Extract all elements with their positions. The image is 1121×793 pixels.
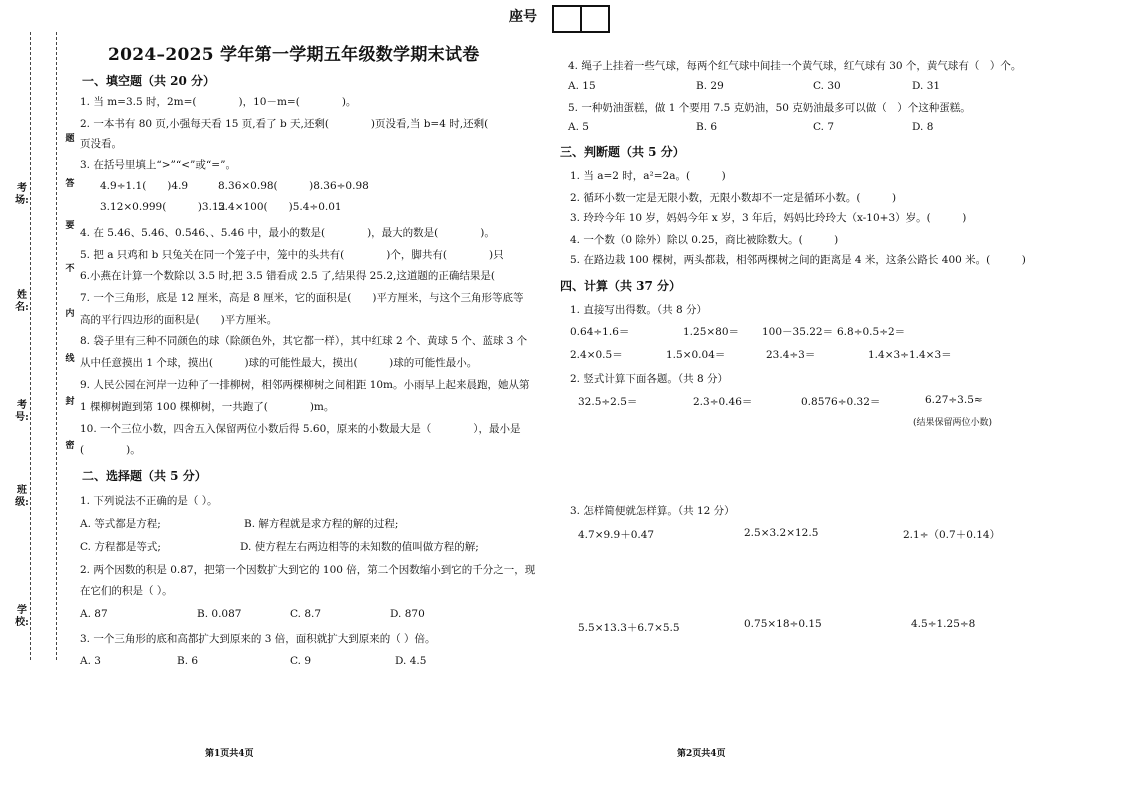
simplify-calc-5: 0.75×18÷0.15 [744,618,822,630]
oral-calc-3: 100－35.22＝ [762,326,834,338]
vertical-calc-1: 32.5÷2.5＝ [578,396,638,408]
choice-4-c: C. 30 [813,80,841,92]
oral-calc-1: 0.64÷1.6＝ [570,326,630,338]
question-fill-6: 6.小燕在计算一个数除以 3.5 时,把 3.5 错看成 2.5 了,结果得 25.2,这道题的正确结果是( [80,270,495,282]
question-fill-9-cont: 1 棵柳树跑到第 100 棵柳树，一共跑了( )m。 [80,401,335,413]
question-fill-8: 8. 袋子里有三种不同颜色的球（除颜色外，其它都一样），其中红球 2 个、黄球 5 个、蓝球 3 个 [80,335,528,347]
section-judge-title: 三、判断题（共 5 分） [560,145,685,159]
simplify-calc-2: 2.5×3.2×12.5 [744,527,819,539]
choice-1-b: B. 解方程就是求方程的解的过程; [244,518,399,530]
choice-3-b: B. 6 [177,655,199,667]
oral-calc-2: 1.25×80＝ [683,326,740,338]
calc-part-3-title: 3. 怎样简便就怎样算。（共 12 分） [570,505,735,517]
question-choice-2: 2. 两个因数的积是 0.87，把第一个因数扩大到它的 100 倍，第二个因数缩小到它的千分之一，现 [80,564,536,576]
question-fill-4: 4. 在 5.46、5.46、0.546、、5.46 中，最小的数是( )，最大的数是( )。 [80,227,495,239]
compare-2a: 3.12×0.999( )3.12 [100,201,226,213]
binding-text-6: 线 [65,354,75,364]
label-exam-room: 考场: [15,183,29,206]
binding-text-1: 题 [65,134,75,144]
choice-1-a: A. 等式都是方程; [80,518,161,530]
question-fill-5: 5. 把 a 只鸡和 b 只兔关在同一个笼子中，笼中的头共有( )个，脚共有( )只 [80,249,504,261]
choice-4-d: D. 31 [912,80,941,92]
question-fill-10-cont: ( )。 [80,444,141,456]
choice-1-c: C. 方程都是等式; [80,541,161,553]
section-choice-title: 二、选择题（共 5 分） [82,469,207,483]
binding-text-7: 封 [65,397,75,407]
vertical-calc-3: 0.8576÷0.32＝ [801,396,881,408]
compare-1a: 4.9÷1.1( )4.9 [100,180,189,192]
page-title: 2024–2025 学年第一学期五年级数学期末试卷 [108,45,480,65]
seat-number-label: 座号 [509,9,537,25]
question-fill-7: 7. 一个三角形，底是 12 厘米，高是 8 厘米，它的面积是( )平方厘米，与这个三角形等底等 [80,292,524,304]
judge-2: 2. 循环小数一定是无限小数，无限小数却不一定是循环小数。( ) [570,192,897,204]
question-choice-2-cont: 在它们的积是（ ）。 [80,585,173,597]
oral-calc-8: 1.4×3÷1.4×3＝ [868,349,952,361]
simplify-calc-1: 4.7×9.9＋0.47 [578,529,655,541]
compare-1b: 8.36×0.98( )8.36÷0.98 [218,180,369,192]
binding-text-2: 答 [65,179,75,189]
question-fill-3: 3. 在括号里填上“>”“<”或“=”。 [80,159,236,171]
choice-2-b: B. 0.087 [197,608,242,620]
label-school: 学校: [15,605,29,628]
page-footer-left: 第1页共4页 [205,749,254,759]
binding-line-inner [56,32,57,660]
page-footer-right: 第2页共4页 [677,749,726,759]
calc-part-2-title: 2. 竖式计算下面各题。（共 8 分） [570,373,728,385]
question-fill-8-cont: 从中任意摸出 1 个球，摸出( )球的可能性最大，摸出( )球的可能性最小。 [80,357,478,369]
choice-3-d: D. 4.5 [395,655,427,667]
choice-5-b: B. 6 [696,121,718,133]
choice-4-b: B. 29 [696,80,724,92]
simplify-calc-3: 2.1÷（0.7＋0.14） [903,529,1001,541]
label-name: 姓名: [15,290,29,313]
question-fill-2: 2. 一本书有 80 页,小强每天看 15 页,看了 b 天,还剩( )页没看,当 b=4 时,还剩( [80,118,489,130]
label-class: 班级: [15,485,29,508]
oral-calc-6: 1.5×0.04＝ [666,349,726,361]
calc-part-1-title: 1. 直接写出得数。（共 8 分） [570,304,707,316]
question-fill-1: 1. 当 m=3.5 时，2m=( )，10－m=( )。 [80,96,357,108]
question-fill-10: 10. 一个三位小数，四舍五入保留两位小数后得 5.60，原来的小数最大是（ ），最小是 [80,423,521,435]
judge-3: 3. 玲玲今年 10 岁，妈妈今年 x 岁，3 年后，妈妈比玲玲大（x-10+3）岁。( ) [570,212,967,224]
question-fill-7-cont: 高的平行四边形的面积是( )平方厘米。 [80,314,278,326]
vertical-calc-2: 2.3÷0.46＝ [693,396,753,408]
oral-calc-4: 6.8÷0.5÷2＝ [837,326,906,338]
question-choice-3: 3. 一个三角形的底和高都扩大到原来的 3 倍，面积就扩大到原来的（ ）倍。 [80,633,436,645]
binding-text-4: 不 [65,264,75,274]
choice-5-c: C. 7 [813,121,835,133]
rounding-note: (结果保留两位小数) [913,418,993,428]
question-choice-4: 4. 绳子上挂着一些气球，每两个红气球中间挂一个黄气球，红气球有 30 个，黄气球有（ ）个。 [568,60,1022,72]
judge-1: 1. 当 a=2 时，a²=2a。( ) [570,170,726,182]
choice-1-d: D. 使方程左右两边相等的未知数的值叫做方程的解; [240,541,479,553]
binding-text-8: 密 [65,441,75,451]
oral-calc-7: 23.4÷3＝ [766,349,816,361]
simplify-calc-4: 5.5×13.3＋6.7×5.5 [578,622,680,634]
compare-2b: 5.4×100( )5.4÷0.01 [218,201,342,213]
choice-5-a: A. 5 [568,121,589,133]
judge-5: 5. 在路边栽 100 棵树，两头都栽，相邻两棵树之间的距离是 4 米，这条公路长 400 米。( ) [570,254,1026,266]
choice-2-a: A. 87 [80,608,108,620]
choice-3-a: A. 3 [80,655,101,667]
choice-2-d: D. 870 [390,608,425,620]
choice-4-a: A. 15 [568,80,596,92]
choice-2-c: C. 8.7 [290,608,322,620]
label-exam-number: 考号: [15,400,29,423]
binding-line-outer [30,32,31,660]
question-fill-2-cont: 页没看。 [80,138,122,150]
oral-calc-5: 2.4×0.5＝ [570,349,623,361]
question-choice-1: 1. 下列说法不正确的是（ ）。 [80,495,218,507]
section-calc-title: 四、计算（共 37 分） [560,279,682,293]
choice-3-c: C. 9 [290,655,312,667]
seat-number-box[interactable] [552,5,610,33]
simplify-calc-6: 4.5÷1.25÷8 [911,618,976,630]
choice-5-d: D. 8 [912,121,934,133]
section-fill-in-title: 一、填空题（共 20 分） [82,74,216,88]
binding-text-5: 内 [65,309,75,319]
binding-text-3: 要 [65,221,75,231]
judge-4: 4. 一个数（0 除外）除以 0.25，商比被除数大。( ) [570,234,839,246]
vertical-calc-4: 6.27÷3.5≈ [925,394,983,406]
question-choice-5: 5. 一种奶油蛋糕，做 1 个要用 7.5 克奶油，50 克奶油最多可以做（ ）个这种蛋糕。 [568,102,971,114]
question-fill-9: 9. 人民公园在河岸一边种了一排柳树，相邻两棵柳树之间相距 10m。小雨早上起来晨跑，她从第 [80,379,530,391]
